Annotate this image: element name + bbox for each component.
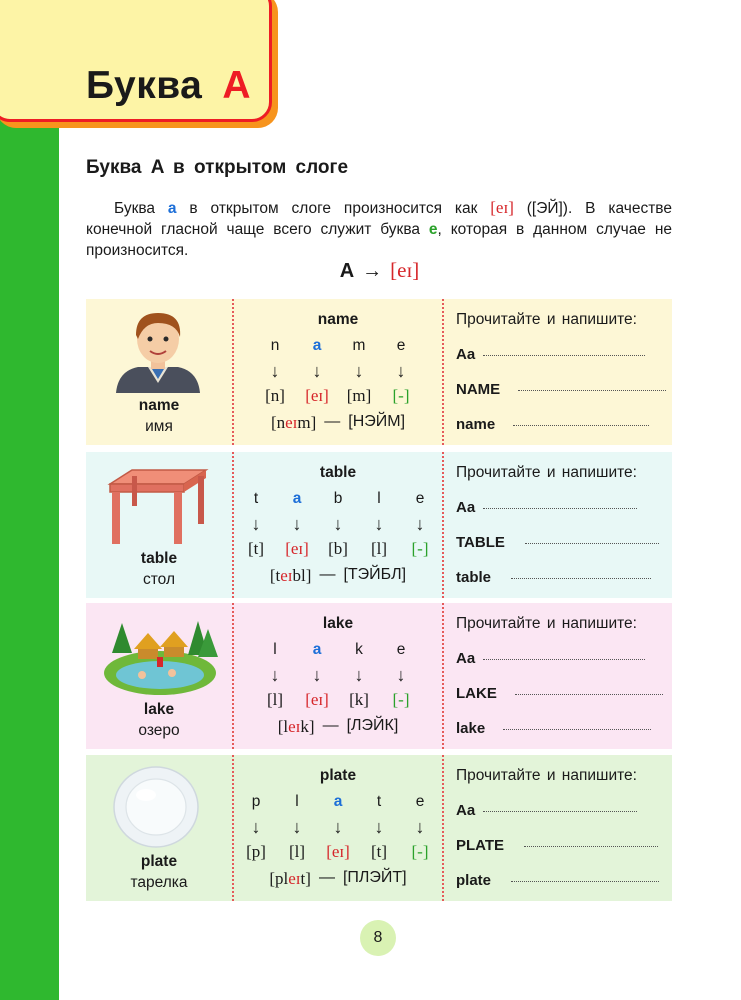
down-arrow-icon: ↓ <box>251 817 261 837</box>
letters-row <box>234 337 442 355</box>
page-title <box>86 64 251 108</box>
writing-column <box>444 299 672 445</box>
letter: m <box>352 337 366 354</box>
sound: [l] <box>266 690 284 709</box>
sounds-row <box>234 690 442 710</box>
title-letter: A <box>222 64 252 107</box>
down-arrow-icon: ↓ <box>374 817 384 837</box>
table-illustration <box>102 462 214 546</box>
down-arrow-icon: ↓ <box>396 665 406 685</box>
word-card-plate <box>86 755 672 901</box>
word-translation: стол <box>143 571 175 588</box>
sound: [-] <box>411 539 429 558</box>
writing-column <box>444 755 672 901</box>
letter: e <box>396 337 406 354</box>
down-arrow-icon: ↓ <box>333 817 343 837</box>
word-card-lake <box>86 603 672 749</box>
transcription-row: [teɪbl] — [ТЭЙБЛ] <box>269 566 407 585</box>
word-translation: озеро <box>138 722 180 739</box>
write-line[interactable]: NAME <box>456 381 666 398</box>
sound: [n] <box>265 386 285 405</box>
letters-row <box>234 793 442 811</box>
letter: l <box>295 793 299 810</box>
write-line[interactable]: Aa <box>456 346 645 363</box>
down-arrow-icon: ↓ <box>415 817 425 837</box>
transcription-row: [neɪm] — [НЭЙМ] <box>270 413 406 432</box>
down-arrow-icon: ↓ <box>354 361 364 381</box>
down-arrow-icon: ↓ <box>415 514 425 534</box>
picture-column <box>86 299 232 445</box>
sound: [-] <box>411 842 429 861</box>
write-line[interactable]: name <box>456 416 649 433</box>
russian-transcription: [ЛЭЙК] <box>346 717 399 734</box>
write-line[interactable]: table <box>456 569 651 586</box>
russian-transcription: [ПЛЭЙТ] <box>342 869 407 886</box>
arrows-row <box>234 514 442 535</box>
letter: k <box>355 641 363 658</box>
sound: [p] <box>246 842 266 861</box>
instruction: Прочитайте и напишите: <box>456 615 637 632</box>
letter: l <box>273 641 277 658</box>
letter: a <box>312 641 322 658</box>
letter: e <box>415 793 425 810</box>
name-illustration <box>102 309 214 393</box>
letter: a <box>312 337 322 354</box>
sound: [l] <box>370 539 388 558</box>
intro-letter-a: a <box>167 200 177 217</box>
word-card-table <box>86 452 672 598</box>
down-arrow-icon: ↓ <box>312 361 322 381</box>
instruction: Прочитайте и напишите: <box>456 311 637 328</box>
russian-transcription: [НЭЙМ] <box>348 413 406 430</box>
write-line[interactable]: Aa <box>456 650 645 667</box>
word-english: table <box>140 550 178 567</box>
down-arrow-icon: ↓ <box>270 665 280 685</box>
picture-column <box>86 603 232 749</box>
sounds-row <box>234 842 442 862</box>
sound: [-] <box>392 690 410 709</box>
down-arrow-icon: ↓ <box>354 665 364 685</box>
write-line[interactable]: Aa <box>456 802 637 819</box>
write-line[interactable]: PLATE <box>456 837 658 854</box>
letter: a <box>292 490 302 507</box>
letter: t <box>376 793 382 810</box>
letter: l <box>377 490 381 507</box>
phonetics-column <box>232 452 444 598</box>
word-translation: тарелка <box>130 874 188 891</box>
write-line[interactable]: LAKE <box>456 685 663 702</box>
down-arrow-icon: ↓ <box>292 817 302 837</box>
letter: e <box>415 490 425 507</box>
word-title: name <box>317 311 359 328</box>
down-arrow-icon: ↓ <box>374 514 384 534</box>
left-green-bar <box>0 0 59 1000</box>
lake-illustration <box>102 613 214 697</box>
write-line[interactable]: plate <box>456 872 659 889</box>
sound: [t] <box>370 842 388 861</box>
word-english: name <box>138 397 180 414</box>
arrows-row <box>234 665 442 686</box>
down-arrow-icon: ↓ <box>312 665 322 685</box>
russian-transcription: [ТЭЙБЛ] <box>343 566 407 583</box>
word-title: lake <box>322 615 354 632</box>
word-title: table <box>319 464 357 481</box>
sound: [eɪ] <box>285 539 309 558</box>
down-arrow-icon: ↓ <box>396 361 406 381</box>
sound: [eɪ] <box>326 842 350 861</box>
letter: e <box>396 641 406 658</box>
instruction: Прочитайте и напишите: <box>456 464 637 481</box>
sound: [k] <box>349 690 369 709</box>
letter: t <box>253 490 259 507</box>
write-line[interactable]: TABLE <box>456 534 659 551</box>
ipa-transcription: [leɪk] <box>277 717 315 736</box>
ipa-transcription: [neɪm] <box>270 413 317 432</box>
phonetics-column <box>232 755 444 901</box>
word-title: plate <box>319 767 357 784</box>
write-line[interactable]: lake <box>456 720 651 737</box>
word-card-name <box>86 299 672 445</box>
sound: [b] <box>328 539 348 558</box>
sound: [l] <box>288 842 306 861</box>
arrows-row <box>234 361 442 382</box>
writing-column <box>444 603 672 749</box>
page-number: 8 <box>360 920 396 956</box>
word-english: lake <box>143 701 175 718</box>
sound: [eɪ] <box>305 386 329 405</box>
write-line[interactable]: Aa <box>456 499 637 516</box>
plate-illustration <box>102 765 214 849</box>
sounds-row <box>234 386 442 406</box>
letters-row <box>234 490 442 508</box>
sound: [m] <box>346 386 372 405</box>
instruction: Прочитайте и напишите: <box>456 767 637 784</box>
letter: n <box>270 337 280 354</box>
sound: [-] <box>392 386 410 405</box>
phonetics-column <box>232 299 444 445</box>
writing-column <box>444 452 672 598</box>
letter: b <box>333 490 343 507</box>
picture-column <box>86 755 232 901</box>
letters-row <box>234 641 442 659</box>
word-translation: имя <box>145 418 173 435</box>
ipa-transcription: [pleɪt] <box>269 869 311 888</box>
intro-sound: [eɪ] <box>490 198 514 217</box>
ipa-transcription: [teɪbl] <box>269 566 312 585</box>
phonetics-column <box>232 603 444 749</box>
sounds-row <box>234 539 442 559</box>
rule-formula: A → [eɪ] <box>339 258 420 282</box>
picture-column <box>86 452 232 598</box>
word-english: plate <box>140 853 178 870</box>
down-arrow-icon: ↓ <box>292 514 302 534</box>
letter: a <box>333 793 343 810</box>
title-word: Буква <box>86 64 203 107</box>
intro-paragraph: Буква a в открытом слоге произносится как [eɪ] ([ЭЙ]). В качестве конечной гласной чаще всего служит буква e, которая в данном случае не произносится. <box>86 198 672 259</box>
letter: p <box>251 793 261 810</box>
section-heading: Буква A в открытом слоге <box>86 157 349 178</box>
sound: [eɪ] <box>305 690 329 709</box>
down-arrow-icon: ↓ <box>251 514 261 534</box>
sound: [t] <box>247 539 265 558</box>
down-arrow-icon: ↓ <box>333 514 343 534</box>
intro-letter-e: e <box>428 221 438 238</box>
right-arrow-icon: → <box>362 260 383 282</box>
transcription-row: [pleɪt] — [ПЛЭЙТ] <box>269 869 407 888</box>
down-arrow-icon: ↓ <box>270 361 280 381</box>
arrows-row <box>234 817 442 838</box>
transcription-row: [leɪk] — [ЛЭЙК] <box>277 717 399 736</box>
